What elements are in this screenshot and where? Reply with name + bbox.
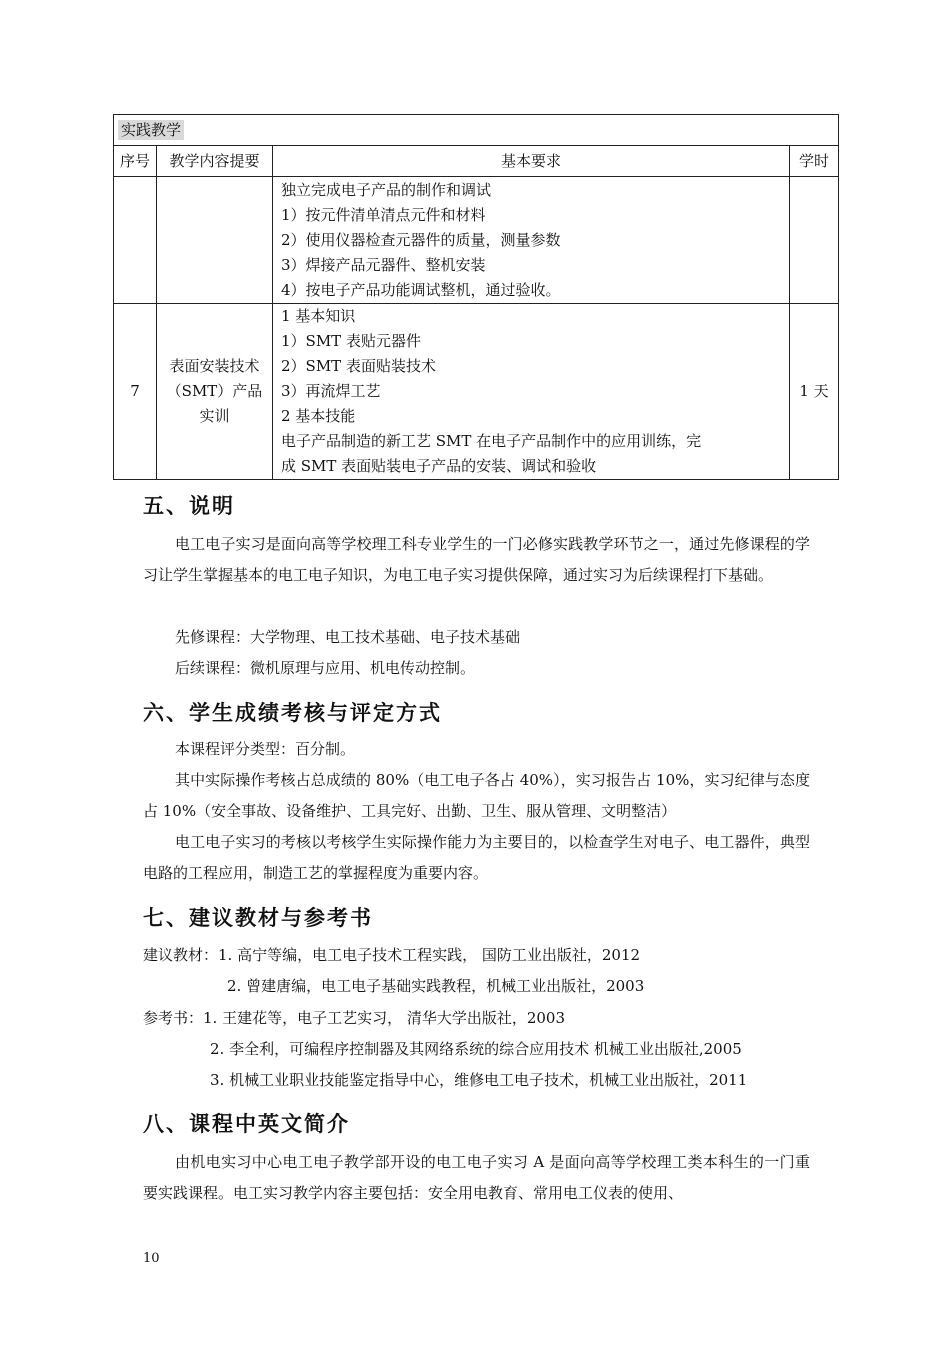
requirement-line: 1）按元件清单清点元件和材料 bbox=[281, 205, 486, 224]
requirement-line: 电子产品制造的新工艺 SMT 在电子产品制作中的应用训练，完 bbox=[281, 432, 702, 450]
row-topic bbox=[157, 177, 273, 304]
section-title-explanation: 五、说明 bbox=[143, 494, 235, 518]
requirement-line: 独立完成电子产品的制作和调试 bbox=[281, 180, 492, 199]
requirement-line: 2）使用仪器检查元器件的质量，测量参数 bbox=[281, 230, 561, 249]
column-header-requirements: 基本要求 bbox=[273, 146, 790, 177]
column-header-no: 序号 bbox=[114, 146, 157, 177]
textbook-item: 建议教材：1. 高宁等编，电工电子技术工程实践， 国防工业出版社，2012 bbox=[143, 946, 641, 964]
requirement-line: 3）焊接产品元器件、整机安装 bbox=[281, 255, 486, 274]
textbook-item: 2. 曾建唐编，电工电子基础实践教程，机械工业出版社，2003 bbox=[227, 977, 645, 995]
requirement-line: 1）SMT 表贴元器件 bbox=[281, 332, 421, 350]
row-number bbox=[114, 177, 157, 304]
row-requirements bbox=[273, 304, 790, 480]
reference-item: 2. 李全利，可编程序控制器及其网络系统的综合应用技术 机械工业出版社,2005 bbox=[210, 1040, 742, 1058]
section-title-assessment: 六、学生成绩考核与评定方式 bbox=[143, 701, 442, 725]
practice-teaching-table bbox=[113, 114, 839, 480]
follow-up-courses: 后续课程：微机原理与应用、机电传动控制。 bbox=[175, 659, 476, 677]
table-row bbox=[114, 177, 839, 304]
topic-line: 实训 bbox=[199, 407, 230, 425]
requirement-line: 3）再流焊工艺 bbox=[281, 382, 381, 400]
reference-item: 参考书：1. 王建花等，电子工艺实习， 清华大学出版社，2003 bbox=[143, 1009, 566, 1027]
table-section-header: 实践教学 bbox=[114, 115, 839, 146]
requirement-line: 2 基本技能 bbox=[281, 407, 356, 425]
row-hours: 1 天 bbox=[790, 304, 839, 480]
paragraph: 电工电子实习的考核以考核学生实际操作能力为主要目的，以检查学生对电子、电工器件，典型电路的工程应用，制造工艺的掌握程度为重要内容。 bbox=[143, 833, 810, 882]
section-title-course-intro: 八、课程中英文简介 bbox=[143, 1112, 350, 1136]
topic-line: （SMT）产品 bbox=[166, 382, 263, 400]
column-header-hours: 学时 bbox=[790, 146, 839, 177]
requirement-line: 1 基本知识 bbox=[281, 307, 356, 325]
grading-type: 本课程评分类型：百分制。 bbox=[175, 740, 356, 758]
requirement-line: 4）按电子产品功能调试整机，通过验收。 bbox=[281, 280, 561, 299]
paragraph: 其中实际操作考核占总成绩的 80%（电工电子各占 40%），实习报告占 10%，实习纪律与态度占 10%（安全事故、设备维护、工具完好、出勤、卫生、服从管理、文明整洁） bbox=[143, 771, 810, 820]
table-row bbox=[114, 304, 839, 480]
paragraph: 由机电实习中心电工电子教学部开设的电工电子实习 A 是面向高等学校理工类本科生的一门重要实践课程。电工实习教学内容主要包括：安全用电教育、常用电工仪表的使用、 bbox=[143, 1153, 810, 1202]
page-number: 10 bbox=[143, 1251, 160, 1266]
row-hours bbox=[790, 177, 839, 304]
reference-item: 3. 机械工业职业技能鉴定指导中心，维修电工电子技术，机械工业出版社，2011 bbox=[210, 1071, 748, 1089]
requirement-line: 2）SMT 表面贴装技术 bbox=[281, 357, 436, 375]
row-requirements bbox=[273, 177, 790, 304]
topic-line: 表面安装技术 bbox=[169, 357, 260, 375]
paragraph: 电工电子实习是面向高等学校理工科专业学生的一门必修实践教学环节之一，通过先修课程的学习让学生掌握基本的电工电子知识，为电工电子实习提供保障，通过实习为后续课程打下基础。 bbox=[143, 535, 810, 584]
section-title-textbooks: 七、建议教材与参考书 bbox=[143, 906, 373, 930]
requirement-line: 成 SMT 表面贴装电子产品的安装、调试和验收 bbox=[281, 457, 597, 475]
row-number: 7 bbox=[114, 304, 157, 480]
row-topic bbox=[157, 304, 273, 480]
prerequisite-courses: 先修课程：大学物理、电工技术基础、电子技术基础 bbox=[175, 628, 521, 646]
table-column-headers bbox=[114, 146, 839, 177]
column-header-topic: 教学内容提要 bbox=[157, 146, 273, 177]
